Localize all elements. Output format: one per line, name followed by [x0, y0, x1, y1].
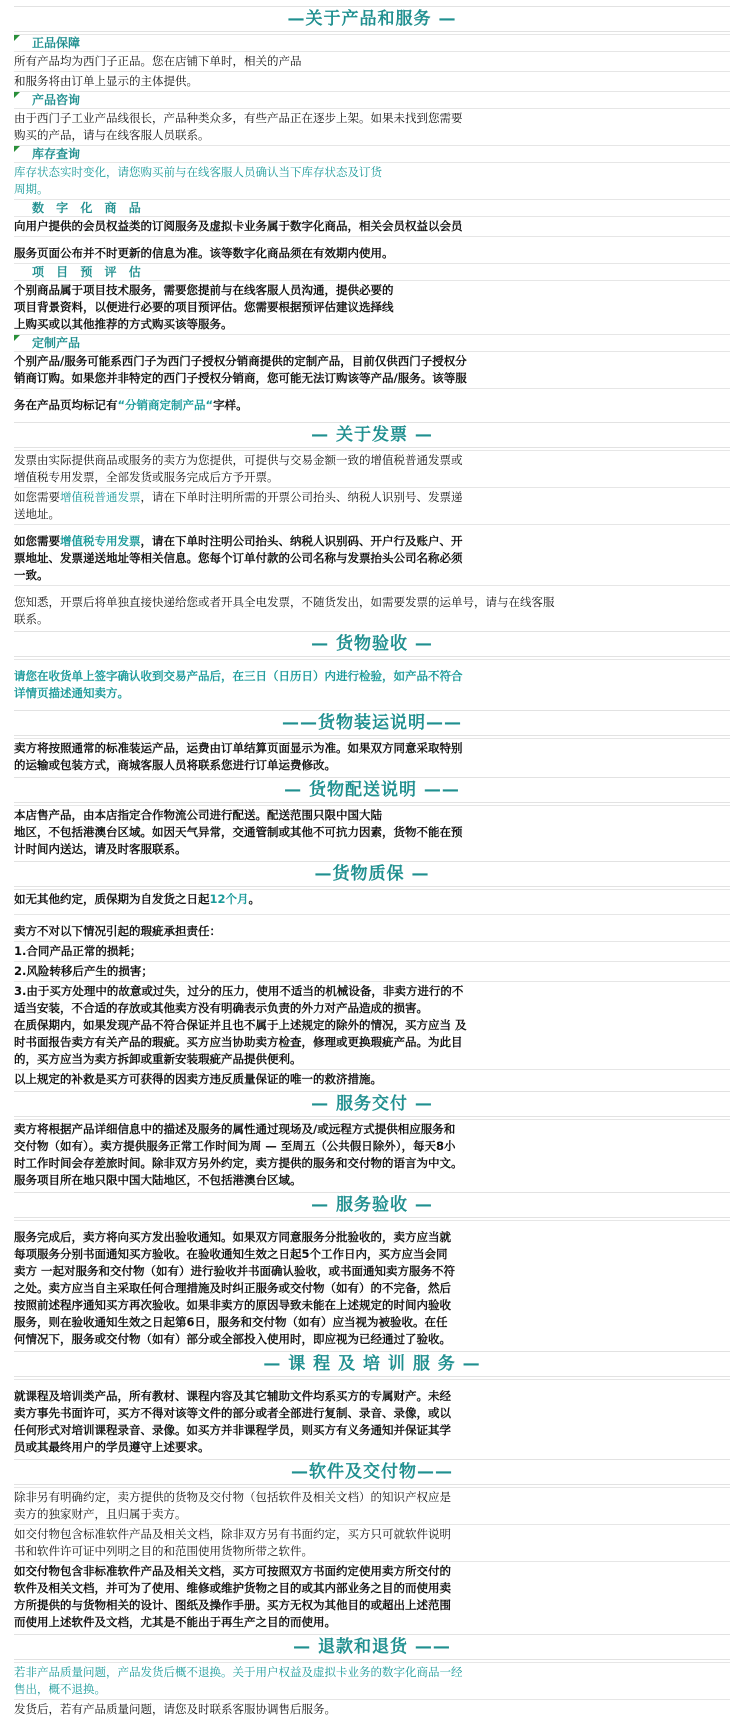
text-line: 交付物（如有）。卖方提供服务正常工作时间为周 — 至周五（公共假日除外），每天8小	[14, 1139, 456, 1153]
text-line: 书和软件许可证中列明之目的和范围使用货物所带之软件。	[14, 1544, 313, 1558]
warranty-item-1	[14, 941, 730, 961]
subtitle-project	[14, 263, 730, 280]
text-line: 增值税专用发票，全部发货或服务完成后方予开票。	[14, 470, 279, 484]
text-line: 服务，则在验收通知生效之日起第6日，服务和交付物（如有）应当视为被验收。在任	[14, 1315, 448, 1329]
invoice-text-3	[14, 524, 730, 585]
warranty-item-2	[14, 961, 730, 981]
text-line: 若非产品质量问题，产品发货后概不退换。关于用户权益及虚拟卡业务的数字化商品一经	[14, 1665, 463, 1679]
text-line: 一致。	[14, 568, 49, 582]
text-line: 库存状态实时变化，请您购买前与在线客服人员确认当下库存状态及订货	[14, 165, 382, 179]
genuine-text	[14, 51, 730, 71]
text-line: 送地址。	[14, 507, 60, 521]
section-title-training: — 课 程 及 培 训 服 务 —	[14, 1351, 730, 1377]
text-line: 购买的产品，请与在线客服人员联系。	[14, 128, 210, 142]
text-line: 卖方事先书面许可，买方不得对该等文件的部分或者全部进行复制、录音、录像，或以	[14, 1406, 451, 1420]
subtitle-genuine-label: 正品保障	[32, 36, 81, 50]
text-line: 服务完成后，卖方将向买方发出验收通知。如果双方同意服务分批验收的，卖方应当就	[14, 1230, 451, 1244]
section-title-service-acceptance: — 服务验收 —	[14, 1192, 730, 1218]
text-line: 任何形式对培训课程录音、录像。如买方并非课程学员，则买方有义务通知并保证其学	[14, 1423, 451, 1437]
text-line: 卖方将根据产品详细信息中的描述及服务的属性通过现场及/或远程方式提供相应服务和	[14, 1122, 456, 1136]
service-acceptance-text	[14, 1220, 730, 1349]
software-text-1	[14, 1487, 730, 1524]
text-line: 2.风险转移后产生的损害；	[14, 964, 153, 978]
text-line: 如交付物包含标准软件产品及相关文档，除非双方另有书面约定，买方只可就软件说明	[14, 1527, 451, 1541]
digital-text	[14, 216, 730, 236]
product-service-terms	[14, 6, 730, 1719]
text-fragment: 如无其他约定，质保期为自发货之日起	[14, 892, 210, 906]
subtitle-digital-label: 数 字 化 商 品	[32, 201, 145, 215]
text-fragment: 务在产品页均标记有	[14, 398, 118, 412]
invoice-text-2	[14, 487, 730, 524]
software-text-3	[14, 1561, 730, 1632]
text-line: 而使用上述软件及文档，尤其是不能出于再生产之目的而使用。	[14, 1615, 336, 1629]
text-line: 除非另有明确约定，卖方提供的货物及交付物（包括软件及相关文档）的知识产权应是	[14, 1490, 451, 1504]
highlight-text: 12个月	[209, 892, 249, 906]
subtitle-digital	[14, 199, 730, 216]
subtitle-genuine	[14, 34, 730, 51]
text-line: 卖方将按照通常的标准装运产品，运费由订单结算页面显示为准。如果双方同意采取特别	[14, 741, 463, 755]
text-fragment: 如您需要	[14, 534, 60, 548]
text-line: 个别产品/服务可能系西门子为西门子授权分销商提供的定制产品，目前仅供西门子授权分	[14, 354, 467, 368]
text-line: 由于西门子工业产品线很长，产品种类众多，有些产品正在逐步上架。如果未找到您需要	[14, 111, 463, 125]
section-title-about: —关于产品和服务 —	[14, 6, 730, 32]
text-line: 时书面报告卖方有关产品的瑕疵。买方应当协助卖方检查，修理或更换瑕疵产品。为此目	[14, 1035, 463, 1049]
text-line: 按照前述程序通知买方再次验收。如果非卖方的原因导致未能在上述规定的时间内验收	[14, 1298, 451, 1312]
text-line: 适当安装，不合适的存放或其他卖方没有明确表示负责的外力对产品造成的损害。	[14, 1001, 428, 1015]
software-text-2	[14, 1524, 730, 1561]
section-title-service-delivery: — 服务交付 —	[14, 1091, 730, 1117]
section-title-delivery: — 货物配送说明 ——	[14, 777, 730, 803]
text-line: 以上规定的补救是买方可获得的因卖方违反质量保证的唯一的救济措施。	[14, 1072, 382, 1086]
text-line: 卖方不对以下情况引起的瑕疵承担责任：	[14, 924, 221, 938]
text-line: 计时间内送达，请及时客服联系。	[14, 842, 187, 856]
text-line: 您知悉，开票后将单独直接快递给您或者开具全电发票，不随货发出，如需要发票的运单号，请与在线客服	[14, 595, 555, 609]
packing-text	[14, 738, 730, 775]
text-line: 时工作时间会存差旅时间。除非双方另外约定，卖方提供的服务和交付物的语言为中文。	[14, 1156, 463, 1170]
warranty-intro	[14, 914, 730, 941]
text-line: 服务页面公布并不时更新的信息为准。该等数字化商品须在有效期内使用。	[14, 246, 394, 260]
text-line: 和服务将由订单上显示的主体提供。	[14, 74, 198, 88]
text-line: 发货后，若有产品质量问题，请您及时联系客服协调售后服务。	[14, 1702, 336, 1716]
text-line: 本店售产品，由本店指定合作物流公司进行配送。配送范围只限中国大陆	[14, 808, 382, 822]
text-line: 联系。	[14, 612, 49, 626]
text-line: 请您在收货单上签字确认收到交易产品后，在三日（日历日）内进行检验，如产品不符合	[14, 669, 463, 683]
service-delivery-text	[14, 1119, 730, 1190]
warranty-final	[14, 1069, 730, 1089]
text-line: 的，买方应当为卖方拆卸或重新安装瑕疵产品提供便利。	[14, 1052, 302, 1066]
text-line: 服务项目所在地只限中国大陆地区，不包括港澳台区域。	[14, 1173, 302, 1187]
custom-text-last	[14, 388, 730, 420]
text-line: 所有产品均为西门子正品。您在店铺下单时，相关的产品	[14, 54, 302, 68]
refund-text-2	[14, 1699, 730, 1719]
text-line: 每项服务分别书面通知买方验收。在验收通知生效之日起5个工作日内，买方应当会同	[14, 1247, 448, 1261]
text-fragment: 如您需要	[14, 490, 60, 504]
warranty-period	[14, 889, 730, 914]
text-line: 详情页描述通知卖方。	[14, 686, 129, 700]
text-line: 卖方的独家财产，且归属于卖方。	[14, 1507, 187, 1521]
text-fragment: 。	[248, 892, 261, 906]
subtitle-custom-label: 定制产品	[32, 336, 81, 350]
text-line: 软件及相关文档，并可为了使用、维修或维护货物之目的或其内部业务之目的而使用卖	[14, 1581, 451, 1595]
invoice-text-4	[14, 585, 730, 629]
project-text	[14, 280, 730, 334]
subtitle-custom	[14, 334, 730, 351]
text-line: 的运输或包装方式，商城客服人员将联系您进行订单运费修改。	[14, 758, 336, 772]
text-line: 就课程及培训类产品，所有教材、课程内容及其它辅助文件均系买方的专属财产。未经	[14, 1389, 451, 1403]
text-line: 方所提供的与货物相关的设计、图纸及操作手册。买方无权为其他目的或超出上述范围	[14, 1598, 451, 1612]
section-title-software: —软件及交付物——	[14, 1459, 730, 1485]
custom-text	[14, 351, 730, 388]
text-line: 上购买或以其他推荐的方式购买该等服务。	[14, 317, 233, 331]
digital-text-2	[14, 236, 730, 263]
text-line: 地区，不包括港澳台区域。如因天气异常，交通管制或其他不可抗力因素，货物不能在预	[14, 825, 463, 839]
text-line: 3.由于买方处理中的故意或过失，过分的压力，使用不适当的机械设备，非卖方进行的不	[14, 984, 464, 998]
consult-text	[14, 108, 730, 145]
text-line: 之处。卖方应当自主采取任何合理措施及时纠正服务或交付物（如有）的不完备，然后	[14, 1281, 451, 1295]
warranty-item-3	[14, 981, 730, 1069]
text-line: 员或其最终用户的学员遵守上述要求。	[14, 1440, 210, 1454]
corner-marker-icon	[14, 35, 20, 41]
text-fragment: 字样。	[213, 398, 248, 412]
subtitle-stock-label: 库存查询	[32, 147, 81, 161]
delivery-text	[14, 805, 730, 859]
section-title-invoice: — 关于发票 —	[14, 422, 730, 448]
stock-text	[14, 162, 730, 199]
text-fragment: ，请在下单时注明公司抬头、纳税人识别码、开户行及账户、开	[140, 534, 463, 548]
highlight-text: 增值税普通发票	[60, 490, 141, 504]
subtitle-consult	[14, 91, 730, 108]
text-line: 在质保期内，如果发现产品不符合保证并且也不属于上述规定的除外的情况，买方应当 及	[14, 1018, 467, 1032]
section-title-warranty: —货物质保 —	[14, 861, 730, 887]
subtitle-stock	[14, 145, 730, 162]
text-line: 个别商品属于项目技术服务，需要您提前与在线客服人员沟通，提供必要的	[14, 283, 394, 297]
training-text	[14, 1379, 730, 1457]
text-line: 售出，概不退换。	[14, 1682, 106, 1696]
highlight-text: “分销商定制产品“	[117, 398, 214, 412]
genuine-text-2	[14, 71, 730, 91]
section-title-inspection: — 货物验收 —	[14, 631, 730, 657]
text-line: 周期。	[14, 182, 49, 196]
text-line: 向用户提供的会员权益类的订阅服务及虚拟卡业务属于数字化商品，相关会员权益以会员	[14, 219, 463, 233]
text-line: 如交付物包含非标准软件产品及相关文档，买方可按照双方书面约定使用卖方所交付的	[14, 1564, 451, 1578]
section-title-refund: — 退款和退货 ——	[14, 1634, 730, 1660]
text-line: 项目背景资料，以便进行必要的项目预评估。您需要根据预评估建议选择线	[14, 300, 394, 314]
subtitle-project-label: 项 目 预 评 估	[32, 265, 145, 279]
corner-marker-icon	[14, 335, 20, 341]
corner-marker-icon	[14, 92, 20, 98]
highlight-text: 增值税专用发票	[60, 534, 141, 548]
text-line: 何情况下，服务或交付物（如有）部分或全部投入使用时，即应视为已经通过了验收。	[14, 1332, 451, 1346]
inspection-text	[14, 659, 730, 708]
refund-text-1	[14, 1662, 730, 1699]
subtitle-consult-label: 产品咨询	[32, 93, 81, 107]
text-line: 1.合同产品正常的损耗；	[14, 944, 142, 958]
text-line: 卖方 一起对服务和交付物（如有）进行验收并书面确认验收，或书面通知卖方服务不符	[14, 1264, 455, 1278]
text-line: 发票由实际提供商品或服务的卖方为您提供，可提供与交易金额一致的增值税普通发票或	[14, 453, 463, 467]
invoice-text-1	[14, 450, 730, 487]
text-line: 销商订购。如果您并非特定的西门子授权分销商，您可能无法订购该等产品/服务。该等服	[14, 371, 467, 385]
text-fragment: ，请在下单时注明所需的开票公司抬头、纳税人识别号、发票递	[140, 490, 463, 504]
section-title-packing: ——货物装运说明——	[14, 710, 730, 736]
text-line: 票地址、发票递送地址等相关信息。您每个订单付款的公司名称与发票抬头公司名称必须	[14, 551, 463, 565]
corner-marker-icon	[14, 146, 20, 152]
